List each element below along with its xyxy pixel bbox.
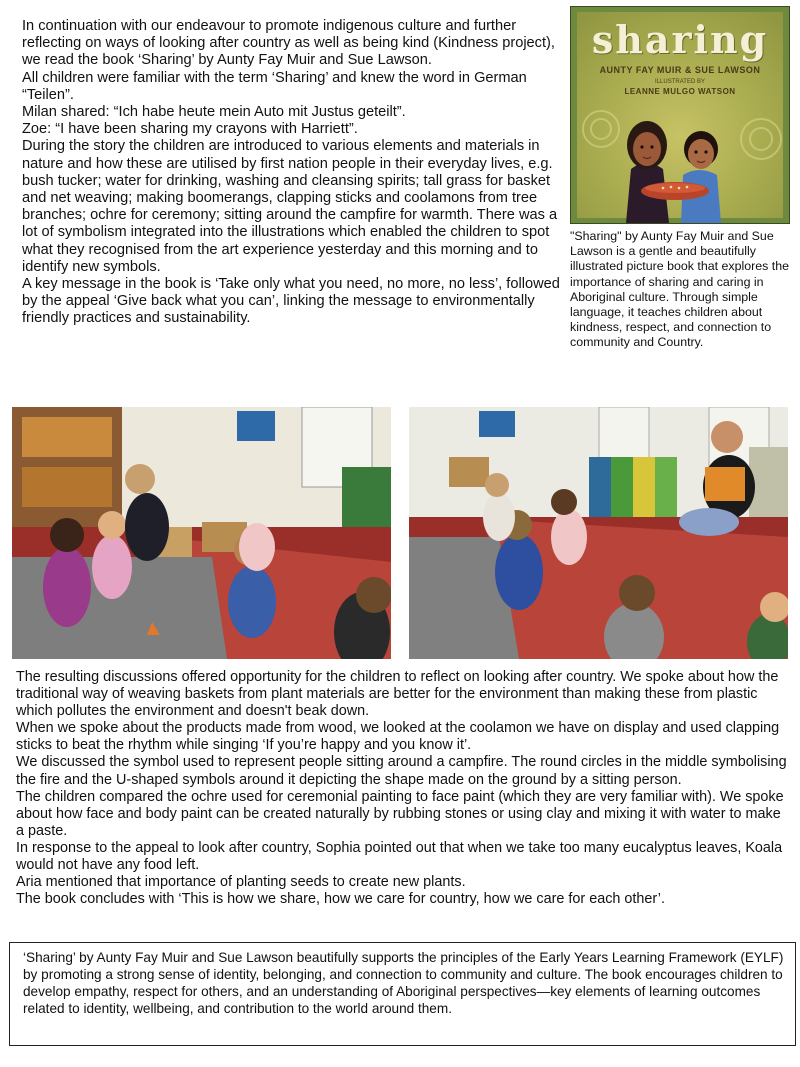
discussion-paragraph: The book concludes with ‘This is how we share, how we care for country, how we care for each other’.	[16, 891, 665, 908]
eylf-summary-box: ‘Sharing’ by Aunty Fay Muir and Sue Lawson beautifully supports the principles of the Early Years Learning Framework (EYLF) by promoting a strong sense of identity, belonging, and connection to community and culture. The book encourages children to develop empathy, respect for others, and an understanding of Aboriginal perspectives—key elements of learning outcomes related to identity, wellbeing, and contribution to the world around them.	[9, 942, 796, 1046]
classroom-photo-left	[12, 407, 391, 659]
discussion-paragraph: The children compared the ochre used for ceremonial painting to face paint (which they are very familiar with). We spoke about how face and body paint can be created naturally by rubbing stones or using clay and mixing it with water to make a paste.	[16, 788, 784, 839]
discussion-paragraph: Aria mentioned that importance of planting seeds to create new plants.	[16, 874, 466, 891]
book-caption: "Sharing" by Aunty Fay Muir and Sue Lawson is a gentle and beautifully illustrated picture book that explores the importance of sharing and caring in Aboriginal culture. Through simple language, it teaches children about kindness, respect, and connection to community and Country.	[570, 229, 790, 350]
intro-paragraph: In continuation with our endeavour to promote indigenous culture and further reflecting on ways of looking after country as well as being kind (Kindness project), we read the book ‘Sharing’ by Aunty Fay Muir and Sue Lawson.	[22, 18, 555, 69]
intro-text	[22, 18, 567, 328]
intro-quote-milan: Milan shared: “Ich habe heute mein Auto mit Justus geteilt”.	[22, 104, 406, 121]
book-cover-illustrator: LEANNE MULGO WATSON	[624, 87, 736, 96]
discussion-paragraph: In response to the appeal to look after country, Sophia pointed out that when we take too many eucalyptus leaves, Koala would not have any food left.	[16, 839, 783, 874]
book-cover-image	[570, 6, 790, 224]
discussion-paragraph: We discussed the symbol used to represent people sitting around a campfire. The round circles in the middle symbolising the fire and the U-shaped symbols around it depicting the shape made on the ground by a sitting person.	[16, 754, 787, 788]
discussion-paragraph: When we spoke about the products made from wood, we looked at the coolamon we have on display and used clapping sticks to beat the rhythm while singing ‘If you’re happy and you know it’.	[16, 720, 780, 754]
book-cover-title: sharing	[591, 17, 769, 62]
classroom-photo-right	[409, 407, 788, 659]
intro-paragraph: A key message in the book is ‘Take only what you need, no more, no less’, followed by the appeal ‘Give back what you can’, linking the message to environmentally friendly practices and sustainability.	[22, 276, 560, 327]
discussion-paragraph: The resulting discussions offered opportunity for the children to reflect on looking after country. We spoke about how the traditional way of weaving baskets from plant materials are better for the environment than making these from plastic which pollutes the environment and doesn't beak down.	[16, 669, 779, 720]
intro-paragraph: During the story the children are introduced to various elements and materials in nature and how these are utilised by first nation people in their everyday lives, e.g. bush tucker; water for drinking, washing and cleansing spirits; tall grass for basket and net weaving; making boomerangs, clapping sticks and coolamons from tree branches; ochre for ceremony; sitting around the campfire for warmth. There was a lot of symbolism integrated into the illustrations which enabled the children to spot what they recognised from the art experience yesterday and this morning and to identify new symbols.	[22, 138, 558, 275]
book-cover-illustrated-by: ILLUSTRATED BY	[655, 79, 705, 85]
intro-paragraph: All children were familiar with the term ‘Sharing’ and knew the word in German “Teilen”.	[22, 69, 527, 103]
book-cover-authors: AUNTY FAY MUIR & SUE LAWSON	[599, 65, 761, 75]
intro-quote-zoe: Zoe: “I have been sharing my crayons with Harriett”.	[22, 121, 358, 138]
book-cover-illustration	[571, 99, 789, 223]
discussion-text	[16, 669, 788, 908]
